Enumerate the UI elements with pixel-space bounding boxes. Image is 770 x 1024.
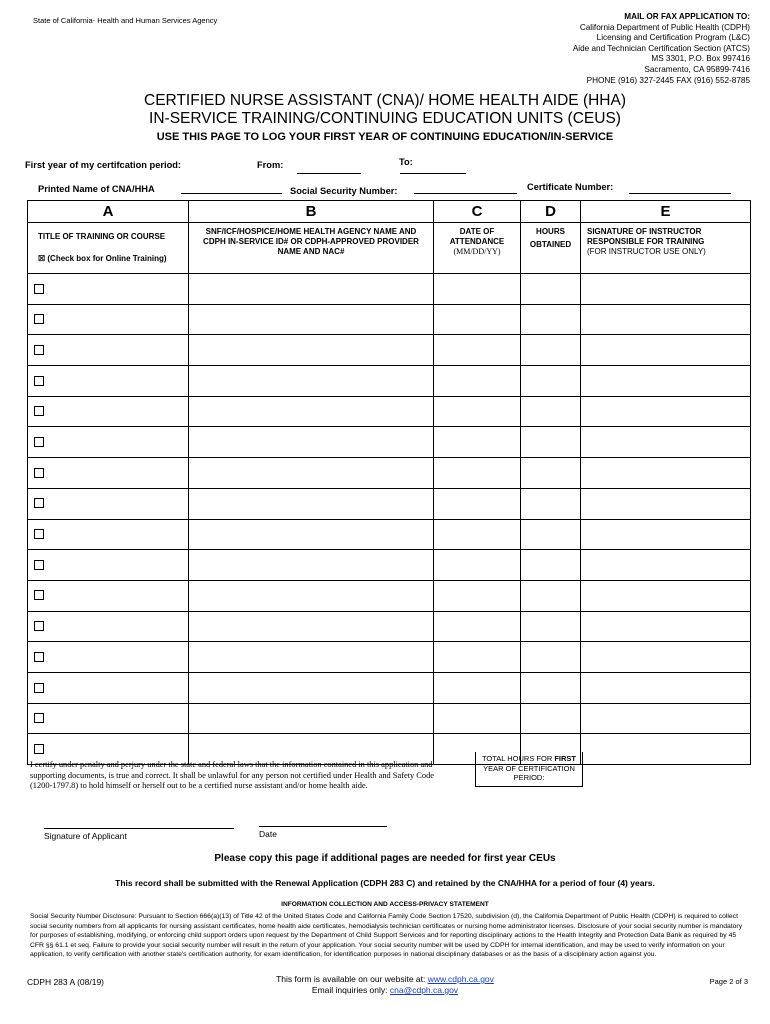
instructor-signature-cell[interactable] [581,642,751,673]
footer-contact [0,974,770,996]
name-field[interactable] [181,183,282,194]
provider-cell[interactable] [189,703,434,734]
column-letter-b: B [189,201,434,223]
date-signature-line[interactable] [259,826,387,839]
date-signature-label: Date [259,829,277,839]
instructor-signature-cell[interactable] [581,427,751,458]
provider-cell[interactable] [189,427,434,458]
provider-cell[interactable] [189,304,434,335]
instructor-signature-cell[interactable] [581,366,751,397]
provider-cell[interactable] [189,274,434,305]
mail-line: Sacramento, CA 95899-7416 [644,64,750,74]
form-title [0,92,770,128]
mail-title: MAIL OR FAX APPLICATION TO: [624,12,750,21]
hours-cell[interactable] [521,580,581,611]
page-number: Page 2 of 3 [709,977,748,986]
header-date-line1: DATE OF [459,227,495,236]
table-row [28,672,751,703]
online-training-checkbox[interactable] [34,652,44,662]
training-title-cell[interactable] [28,611,189,642]
header-training-title-text: TITLE OF TRAINING OR COURSE [38,232,166,241]
column-letter-row [28,201,751,223]
from-date-field[interactable] [297,163,361,174]
certification-statement: I certify under penalty and perjury under the state and federal laws that the information contained in this application and supporting documents, is true and correct. It shall be unlawful for any person not certified under Health and Safety Code (1200-1797.8) to hold himself or herself out to be a certified nurse assistant and/or home health aide. [30,760,434,791]
date-cell[interactable] [434,427,521,458]
training-title-cell[interactable] [28,427,189,458]
hours-cell[interactable] [521,427,581,458]
training-title-cell[interactable] [28,703,189,734]
header-date [434,223,521,274]
mail-line: Aide and Technician Certification Section (ATCS) [572,43,750,53]
training-title-cell[interactable] [28,642,189,673]
mail-line: PHONE (916) 327-2445 FAX (916) 552-8785 [586,75,750,85]
privacy-statement: Social Security Number Disclosure: Pursuant to Section 666(a)(13) of Title 42 of the United States Code and California Family Code Section 17520, subdivision (d), the California Department of Public Health (CDPH) is required to collect social security numbers from all applicants for nursing assistant certificates, home health aide certificates, hemodialysis technician certificates or nursing home administrator licenses. Disclosure of your social security number is mandatory for purposes of establishing, modifying, or enforcing child support orders upon request by the Department of Child Support Services and for reporting disciplinary actions to the Health Integrity and Protection Data Bank as required by 45 CFR §§ 61.1 et seq. Failure to provide your social security number will result in the return of your application. Your social security number will be used by CDPH for internal identification, and may be used to verify information on your application, to verify certification with another state's certification authority, for exam identification, for identification purposes in national disciplinary databases or as the basis of a disciplinary action against you. [30,913,743,958]
date-cell[interactable] [434,611,521,642]
instructor-signature-cell[interactable] [581,274,751,305]
ssn-label: Social Security Number: [290,186,398,196]
date-cell[interactable] [434,642,521,673]
provider-cell[interactable] [189,611,434,642]
provider-cell[interactable] [189,580,434,611]
training-title-cell[interactable] [28,366,189,397]
website-text: This form is available on our website at: [276,974,426,984]
instructor-signature-cell[interactable] [581,396,751,427]
privacy-heading: INFORMATION COLLECTION AND ACCESS-PRIVACY STATEMENT [281,901,489,908]
table-row [28,703,751,734]
header-instructor-signature [581,223,751,274]
hours-cell[interactable] [521,274,581,305]
form-id: CDPH 283 A (08/19) [27,977,105,987]
form-subtitle: USE THIS PAGE TO LOG YOUR FIRST YEAR OF CONTINUING EDUCATION/IN-SERVICE [156,131,614,143]
training-title-cell[interactable] [28,672,189,703]
provider-cell[interactable] [189,672,434,703]
form-title-line1: CERTIFIED NURSE ASSISTANT (CNA)/ HOME HEALTH AIDE (HHA) [144,92,626,109]
provider-cell[interactable] [189,519,434,550]
date-cell[interactable] [434,580,521,611]
date-cell[interactable] [434,274,521,305]
column-letter-d: D [521,201,581,223]
email-text: Email inquiries only: [311,985,388,995]
date-cell[interactable] [434,366,521,397]
hours-cell[interactable] [521,672,581,703]
provider-cell[interactable] [189,642,434,673]
instructor-signature-cell[interactable] [581,611,751,642]
hours-cell[interactable] [521,550,581,581]
total-hours-first: FIRST [554,754,577,763]
date-cell[interactable] [434,396,521,427]
hours-cell[interactable] [521,335,581,366]
header-signature-line2: RESPONSIBLE FOR TRAINING [587,237,705,246]
table-row [28,274,751,305]
training-title-cell[interactable] [28,488,189,519]
table-row [28,366,751,397]
hours-cell[interactable] [521,366,581,397]
hours-cell[interactable] [521,458,581,489]
date-cell[interactable] [434,672,521,703]
date-cell[interactable] [434,335,521,366]
applicant-signature-label: Signature of Applicant [44,831,127,841]
instructor-signature-cell[interactable] [581,734,751,765]
applicant-signature-line[interactable] [44,828,234,841]
provider-cell[interactable] [189,366,434,397]
email-link[interactable]: cna@cdph.ca.gov [389,985,459,995]
form-title-line2: IN-SERVICE TRAINING/CONTINUING EDUCATION UNITS (CEUS) [149,110,621,127]
online-training-checkbox[interactable] [34,713,44,723]
table-row [28,642,751,673]
online-training-checkbox[interactable] [34,314,44,324]
online-training-note: ☒ (Check box for Online Training) [38,254,167,263]
instructor-signature-cell[interactable] [581,519,751,550]
training-title-cell[interactable] [28,550,189,581]
table-row [28,427,751,458]
total-hours-rest: YEAR OF CERTIFICATION PERIOD: [483,763,575,782]
column-letter-a: A [28,201,189,223]
mail-line: California Department of Public Health (CDPH) [579,22,750,32]
table-row [28,519,751,550]
agency-name: State of California- Health and Human Services Agency [33,16,218,25]
from-label: From: [257,160,284,170]
table-row [28,611,751,642]
provider-cell[interactable] [189,396,434,427]
submit-record-note: This record shall be submitted with the Renewal Application (CDPH 283 C) and retained by the CNA/HHA for a period of four (4) years. [115,878,655,888]
mail-address-block [490,12,750,86]
to-label: To: [399,157,413,167]
instructor-signature-cell[interactable] [581,304,751,335]
provider-cell[interactable] [189,335,434,366]
online-training-checkbox[interactable] [34,437,44,447]
online-training-checkbox[interactable] [34,284,44,294]
column-letter-e: E [581,201,751,223]
website-link[interactable]: www.cdph.ca.gov [427,974,494,984]
table-row [28,550,751,581]
date-cell[interactable] [434,488,521,519]
total-hours-prefix: TOTAL HOURS FOR [481,754,555,763]
to-date-field[interactable] [400,163,466,174]
online-training-checkbox[interactable] [34,468,44,478]
total-hours-box[interactable] [475,752,583,787]
header-signature-line1: SIGNATURE OF INSTRUCTOR [587,227,702,236]
copy-page-note: Please copy this page if additional pages are needed for first year CEUs [214,853,556,864]
instructor-signature-cell[interactable] [581,703,751,734]
online-training-checkbox[interactable] [34,560,44,570]
instructor-signature-cell[interactable] [581,488,751,519]
date-cell[interactable] [434,458,521,489]
training-title-cell[interactable] [28,458,189,489]
hours-cell[interactable] [521,304,581,335]
table-row [28,396,751,427]
header-hours-line2: OBTAINED [529,240,572,249]
header-date-format: (MM/DD/YY) [453,247,501,256]
online-training-checkbox[interactable] [34,744,44,754]
column-header-row [28,223,751,274]
hours-cell[interactable] [521,703,581,734]
instructor-signature-cell[interactable] [581,672,751,703]
training-title-cell[interactable] [28,274,189,305]
header-date-line2: ATTENDANCE [449,237,505,246]
date-cell[interactable] [434,304,521,335]
provider-cell[interactable] [189,458,434,489]
header-signature-line3: (FOR INSTRUCTOR USE ONLY) [587,247,706,256]
column-letter-c: C [434,201,521,223]
date-cell[interactable] [434,519,521,550]
header-training-title [28,223,189,274]
online-training-checkbox[interactable] [34,498,44,508]
instructor-signature-cell[interactable] [581,580,751,611]
mail-line: MS 3301, P.O. Box 997416 [651,54,750,64]
training-title-cell[interactable] [28,304,189,335]
header-hours-line1: HOURS [536,227,565,236]
hours-cell[interactable] [521,396,581,427]
training-log-table [27,200,751,765]
hours-cell[interactable] [521,519,581,550]
table-row [28,488,751,519]
online-training-checkbox[interactable] [34,621,44,631]
training-title-cell[interactable] [28,519,189,550]
training-title-cell[interactable] [28,335,189,366]
mail-line: Licensing and Certification Program (L&C) [596,33,750,43]
name-label: Printed Name of CNA/HHA [38,184,155,194]
online-training-checkbox[interactable] [34,376,44,386]
online-training-checkbox[interactable] [34,529,44,539]
period-label: First year of my certifcation period: [25,160,182,170]
ssn-field[interactable] [414,183,517,194]
online-training-checkbox[interactable] [34,590,44,600]
instructor-signature-cell[interactable] [581,550,751,581]
date-cell[interactable] [434,550,521,581]
cert-number-field[interactable] [629,183,731,194]
training-title-cell[interactable] [28,580,189,611]
hours-cell[interactable] [521,642,581,673]
instructor-signature-cell[interactable] [581,458,751,489]
date-cell[interactable] [434,703,521,734]
instructor-signature-cell[interactable] [581,335,751,366]
header-hours [521,223,581,274]
table-row [28,580,751,611]
online-training-checkbox[interactable] [34,345,44,355]
online-training-checkbox[interactable] [34,683,44,693]
table-row [28,335,751,366]
online-training-checkbox[interactable] [34,406,44,416]
header-provider: SNF/ICF/HOSPICE/HOME HEALTH AGENCY NAME AND CDPH IN-SERVICE ID# OR CDPH-APPROVED PROVIDER NAME AND NAC# [189,223,434,274]
provider-cell[interactable] [189,550,434,581]
hours-cell[interactable] [521,611,581,642]
hours-cell[interactable] [521,488,581,519]
table-row [28,458,751,489]
provider-cell[interactable] [189,488,434,519]
table-row [28,304,751,335]
training-title-cell[interactable] [28,396,189,427]
cert-number-label: Certificate Number: [527,182,614,192]
